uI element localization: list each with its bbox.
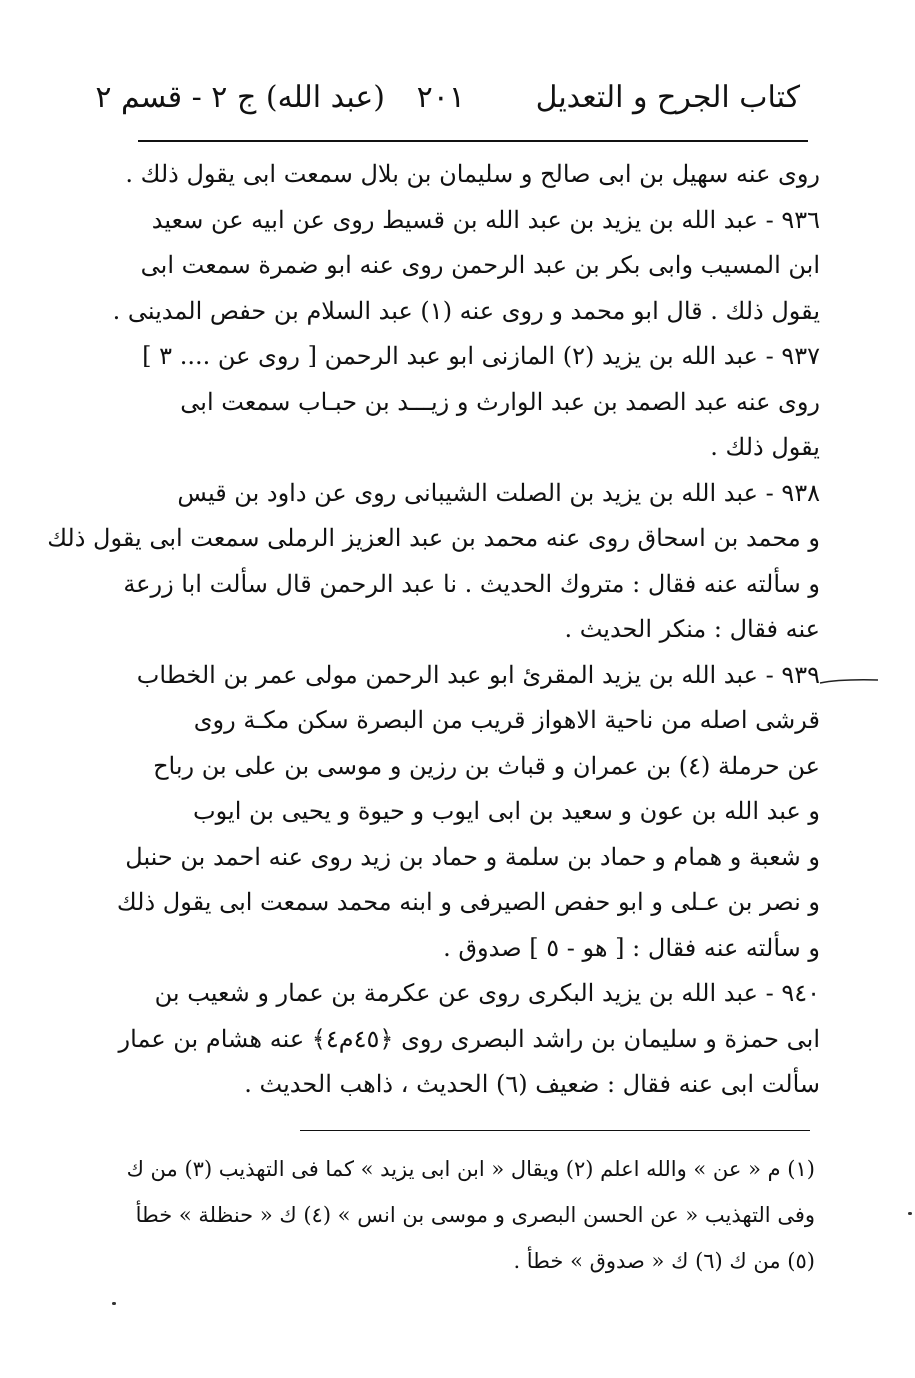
footnote-line: (١) م « عن » والله اعلم (٢) ويقال « ابن ابى يزيد » كما فى التهذيب (٣) من ك bbox=[126, 1157, 815, 1181]
footnote-rule bbox=[300, 1130, 810, 1131]
text-line: روى عنه سهيل بن ابى صالح و سليمان بن بلال سمعت ابى يقول ذلك . bbox=[125, 160, 820, 188]
entry-940-line: ٩٤٠ - عبد الله بن يزيد البكرى روى عن عكرمة بن عمار و شعيب بن bbox=[154, 979, 820, 1007]
running-header bbox=[95, 80, 800, 130]
text-line: عنه فقال : منكر الحديث . bbox=[564, 615, 820, 643]
scan-speck bbox=[908, 1212, 912, 1215]
footnotes bbox=[126, 1146, 815, 1284]
text-line: سألت ابى عنه فقال : ضعيف (٦) الحديث ، ذاهب الحديث . bbox=[244, 1070, 820, 1098]
text-line: عن حرملة (٤) بن عمران و قباث بن رزين و موسى بن على بن رباح bbox=[153, 751, 820, 780]
text-line: قرشى اصله من ناحية الاهواز قريب من البصرة سكن مكـة روى bbox=[193, 706, 820, 734]
footnote-line: (٥) من ك (٦) ك « صدوق » خطأ . bbox=[513, 1249, 815, 1273]
text-line: و سألته عنه فقال : متروك الحديث . نا عبد الرحمن قال سألت ابا زرعة bbox=[123, 569, 820, 598]
scan-speck bbox=[112, 1302, 116, 1305]
text-line: يقول ذلك . bbox=[710, 433, 820, 461]
entry-939-line: ٩٣٩ - عبد الله بن يزيد المقرئ ابو عبد الرحمن مولى عمر بن الخطاب bbox=[136, 660, 820, 689]
entry-937-line: ٩٣٧ - عبد الله بن يزيد (٢) المازنى ابو عبد الرحمن [ روى عن .... ٣ ] bbox=[142, 342, 820, 370]
main-text bbox=[47, 152, 820, 1108]
text-line: يقول ذلك . قال ابو محمد و روى عنه (١) عبد السلام بن حفص المدينى . bbox=[112, 296, 820, 325]
text-line: و عبد الله بن عون و سعيد بن ابى ايوب و حيوة و يحيى بن ايوب bbox=[193, 797, 820, 825]
page-number: ٢٠١ bbox=[416, 80, 465, 115]
text-line: ابى حمزة و سليمان بن راشد البصرى روى ﴿٤٥م٤﴾ عنه هشام بن عمار bbox=[118, 1024, 820, 1053]
text-line: و محمد بن اسحاق روى عنه محمد بن عبد العزيز الرملى سمعت ابى يقول ذلك bbox=[47, 524, 820, 552]
margin-pen-stroke bbox=[820, 678, 878, 686]
text-line: و نصر بن عـلى و ابو حفص الصيرفى و ابنه محمد سمعت ابى يقول ذلك bbox=[116, 888, 820, 916]
header-rule bbox=[138, 140, 808, 142]
text-line: روى عنه عبد الصمد بن عبد الوارث و زيـــد بن حبـاب سمعت ابى bbox=[180, 387, 820, 416]
footnote-line: وفى التهذيب « عن الحسن البصرى و موسى بن انس » (٤) ك « حنظلة » خطأ bbox=[135, 1203, 815, 1227]
book-title: كتاب الجرح و التعديل bbox=[535, 80, 800, 115]
entry-938-line: ٩٣٨ - عبد الله بن يزيد بن الصلت الشيبانى روى عن داود بن قيس bbox=[177, 478, 820, 507]
section-reference: (عبد الله) ج ٢ - قسم ٢ bbox=[95, 80, 385, 115]
text-line: ابن المسيب وابى بكر بن عبد الرحمن روى عنه ابو ضمرة سمعت ابى bbox=[140, 251, 820, 279]
text-line: و سألته عنه فقال : [ هو - ٥ ] صدوق . bbox=[443, 933, 820, 962]
entry-936-line: ٩٣٦ - عبد الله بن يزيد بن عبد الله بن قسيط روى عن ابيه عن سعيد bbox=[151, 205, 820, 234]
text-line: و شعبة و همام و حماد بن سلمة و حماد بن زيد روى عنه احمد بن حنبل bbox=[125, 842, 820, 871]
